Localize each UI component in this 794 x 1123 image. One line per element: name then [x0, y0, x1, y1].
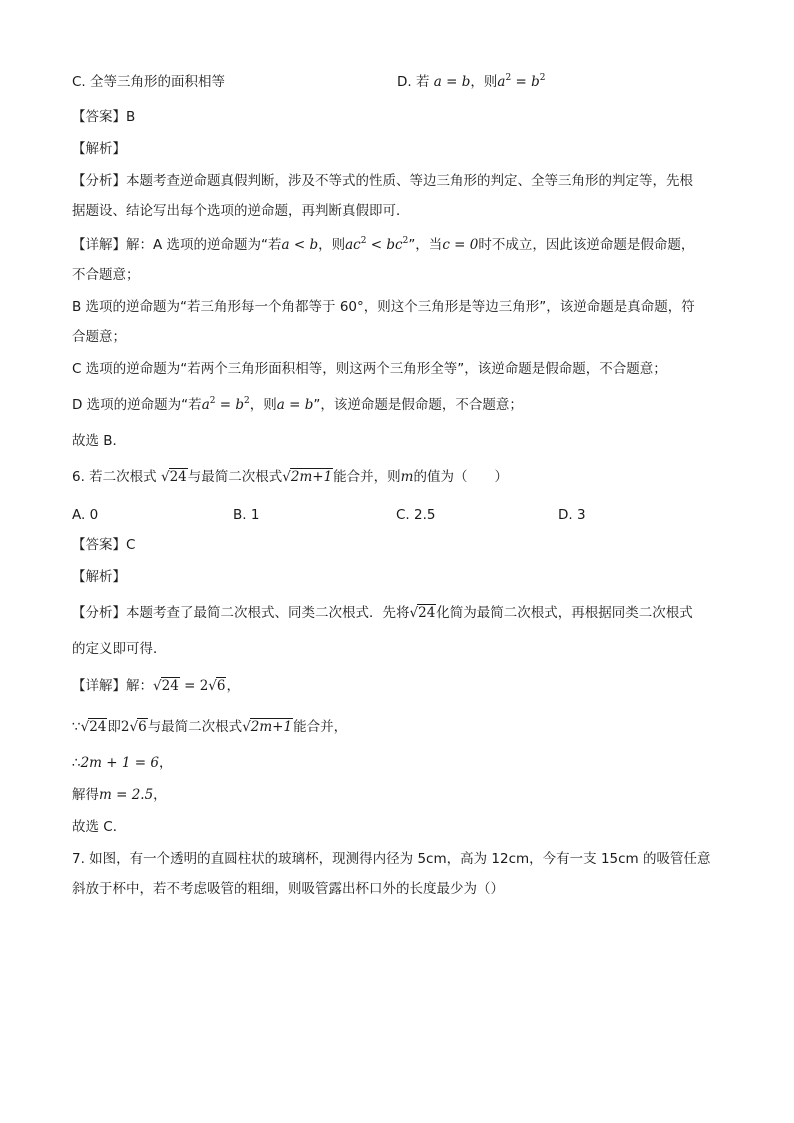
answer-q5: 【答案】B — [72, 109, 136, 125]
option-c-q6: C. 2.5 — [396, 507, 436, 523]
radical-sqrt-24: √24 — [80, 719, 107, 735]
analysis-q5-line1: 【分析】本题考查逆命题真假判断，涉及不等式的性质、等边三角形的判定、全等三角形的判定等，先根 — [72, 173, 693, 189]
question-6-stem: 6. 若二次根式 √24与最简二次根式√2m+1能合并，则m的值为（ ） — [72, 469, 508, 485]
radical-sqrt-2m-plus-1: √2m+1 — [282, 469, 333, 485]
radical-sqrt-24: √24 — [160, 469, 187, 485]
detail-q5-option-d: D 选项的逆命题为“若$a^2 = b^2$，则a = b”，该逆命题是假命题，不合题意； — [72, 395, 523, 413]
analysis-q6-line1: 【分析】本题考查了最简二次根式、同类二次根式．先将√24化简为最简二次根式，再根据同类二次根式 — [72, 605, 693, 621]
option-c-q5: C. 全等三角形的面积相等 — [72, 74, 226, 90]
radical-sqrt-24: √24 — [409, 605, 436, 621]
detail-q6-line1: 【详解】解：√24 = 2√6， — [72, 678, 240, 694]
conclusion-q6: 故选 C． — [72, 819, 127, 835]
option-d-q5: D. 若 a = b，则$a^2 = b^2$ — [397, 72, 546, 90]
analysis-q5-line2: 据题设、结论写出每个选项的逆命题，再判断真假即可． — [72, 203, 410, 219]
radical-sqrt-6: √6 — [208, 678, 226, 694]
answer-q6: 【答案】C — [72, 537, 136, 553]
detail-q5-option-b-line2: 合题意； — [72, 329, 126, 345]
option-d-q6: D. 3 — [558, 507, 586, 523]
option-b-q6: B. 1 — [233, 507, 260, 523]
conclusion-q5: 故选 B． — [72, 433, 127, 449]
detail-q5-line1: 【详解】解：A 选项的逆命题为“若a < b，则$ac^2 < bc^2$”，当c = 0时不成立，因此该逆命题是假命题， — [72, 235, 695, 253]
analysis-q6-line2: 的定义即可得． — [72, 641, 167, 657]
radical-sqrt-2m-plus-1: √2m+1 — [242, 719, 293, 735]
detail-q5-option-c: C 选项的逆命题为“若两个三角形面积相等，则这两个三角形全等”，该逆命题是假命题，不合题意； — [72, 361, 667, 377]
analysis-heading-q5: 【解析】 — [72, 141, 126, 157]
question-7-line1: 7. 如图，有一个透明的直圆柱状的玻璃杯，现测得内径为 5cm，高为 12cm，今有一支 15cm 的吸管任意 — [72, 851, 711, 867]
detail-q6-line3: ∴2m + 1 = 6， — [72, 755, 173, 771]
radical-sqrt-24: √24 — [153, 678, 179, 694]
detail-q5-option-b-line1: B 选项的逆命题为“若三角形每一个角都等于 60°，则这个三角形是等边三角形”，该逆命题是真命题，符 — [72, 299, 695, 315]
detail-q6-line4: 解得m = 2.5， — [72, 787, 167, 803]
detail-q5-line2: 不合题意； — [72, 267, 140, 283]
question-7-line2: 斜放于杯中，若不考虑吸管的粗细，则吸管露出杯口外的长度最少为（） — [72, 881, 504, 897]
radical-sqrt-6: √6 — [129, 719, 147, 735]
analysis-heading-q6: 【解析】 — [72, 569, 126, 585]
detail-q6-line2: ∵√24即2√6与最简二次根式√2m+1能合并， — [72, 719, 348, 735]
option-a-q6: A. 0 — [72, 507, 99, 523]
